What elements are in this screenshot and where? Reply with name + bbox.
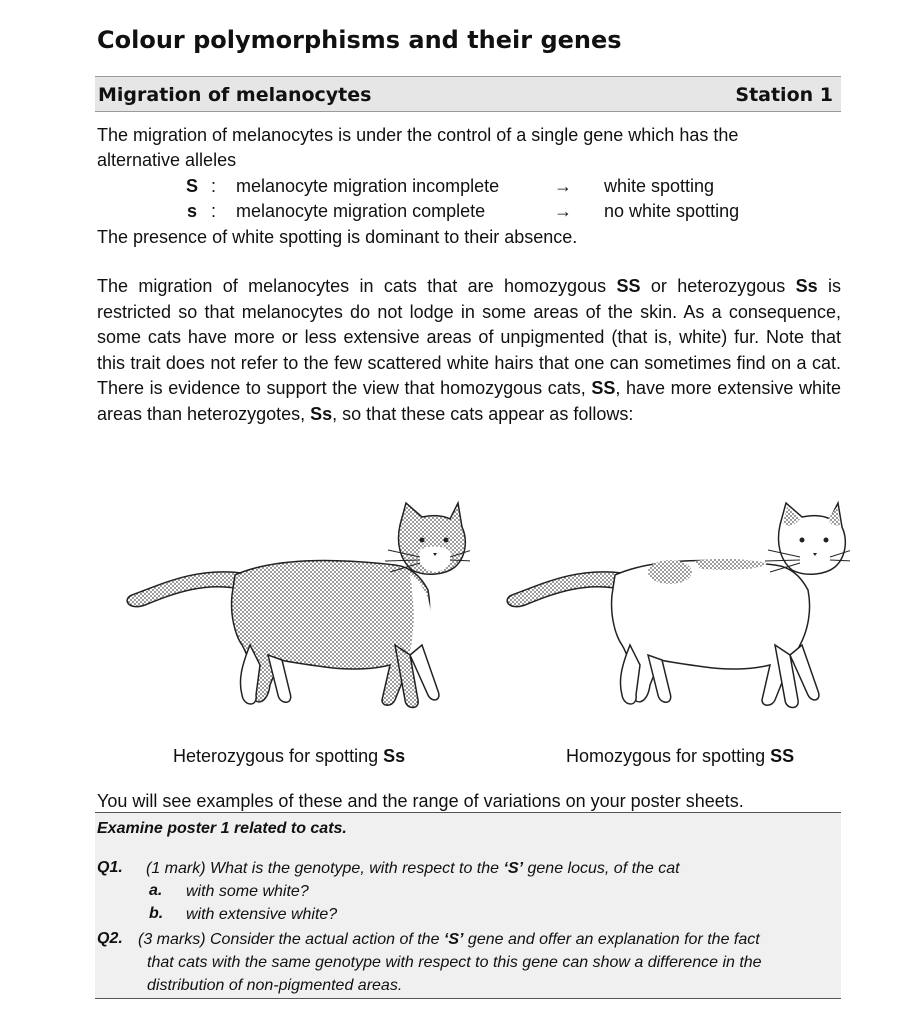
allele-result: white spotting bbox=[604, 176, 715, 196]
poster-note: You will see examples of these and the range of variations on your poster sheets. bbox=[97, 791, 744, 811]
allele-symbol: s bbox=[187, 201, 198, 221]
examine-instruction: Examine poster 1 related to cats. bbox=[97, 820, 347, 837]
station-label: Station 1 bbox=[735, 84, 833, 106]
sub-question-text: with extensive white? bbox=[186, 906, 338, 923]
allele-colon: : bbox=[211, 176, 217, 196]
allele-colon: : bbox=[211, 201, 217, 221]
question-number: Q2. bbox=[97, 930, 123, 947]
allele-symbol: S bbox=[186, 176, 199, 196]
allele-description: melanocyte migration complete bbox=[236, 201, 486, 221]
questions-box bbox=[95, 812, 841, 999]
arrow-right-icon: → bbox=[554, 176, 572, 196]
question-2-line-2: that cats with the same genotype with respect to this gene can show a difference in the bbox=[147, 954, 762, 971]
section-title: Migration of melanocytes bbox=[98, 84, 372, 106]
dominance-statement: The presence of white spotting is dominant to their absence. bbox=[97, 227, 578, 247]
allele-description: melanocyte migration incomplete bbox=[236, 176, 500, 196]
right-figure-caption: Homozygous for spotting SS bbox=[566, 746, 795, 766]
sub-question-label: b. bbox=[149, 905, 164, 922]
intro-line-2: alternative alleles bbox=[97, 150, 237, 170]
section-header bbox=[95, 76, 841, 112]
sub-question-label: a. bbox=[149, 882, 163, 899]
left-figure-caption: Heterozygous for spotting Ss bbox=[173, 746, 406, 766]
intro-line-1: The migration of melanocytes is under the control of a single gene which has the bbox=[97, 125, 739, 145]
body-paragraph: The migration of melanocytes in cats that are homozygous SS or heterozygous Ss is restricted so that melanocytes do not lodge in some areas of the skin. As a consequence, some cats have more or less extensive areas of unpigmented (that is, white) fur. Note that this trait does not refer to the few scattered white hairs that one can sometimes find on a cat. There is evidence to support the view that homozygous cats, SS, have more extensive white areas than heterozygotes, Ss, so that these cats appear as follows: bbox=[97, 276, 842, 424]
allele-result: no white spotting bbox=[604, 201, 740, 221]
sub-question-text: with some white? bbox=[186, 883, 309, 900]
page-title: Colour polymorphisms and their genes bbox=[97, 26, 622, 54]
heterozygous-cat-illustration bbox=[110, 495, 470, 720]
question-2-line-1: (3 marks) Consider the actual action of the ‘S’ gene and offer an explanation for the fact bbox=[138, 931, 760, 948]
question-number: Q1. bbox=[97, 859, 123, 876]
question-1-text: (1 mark) What is the genotype, with respect to the ‘S’ gene locus, of the cat bbox=[146, 860, 680, 877]
homozygous-cat-illustration bbox=[490, 495, 850, 720]
arrow-right-icon: → bbox=[554, 201, 572, 221]
question-2-line-3: distribution of non-pigmented areas. bbox=[147, 977, 403, 994]
